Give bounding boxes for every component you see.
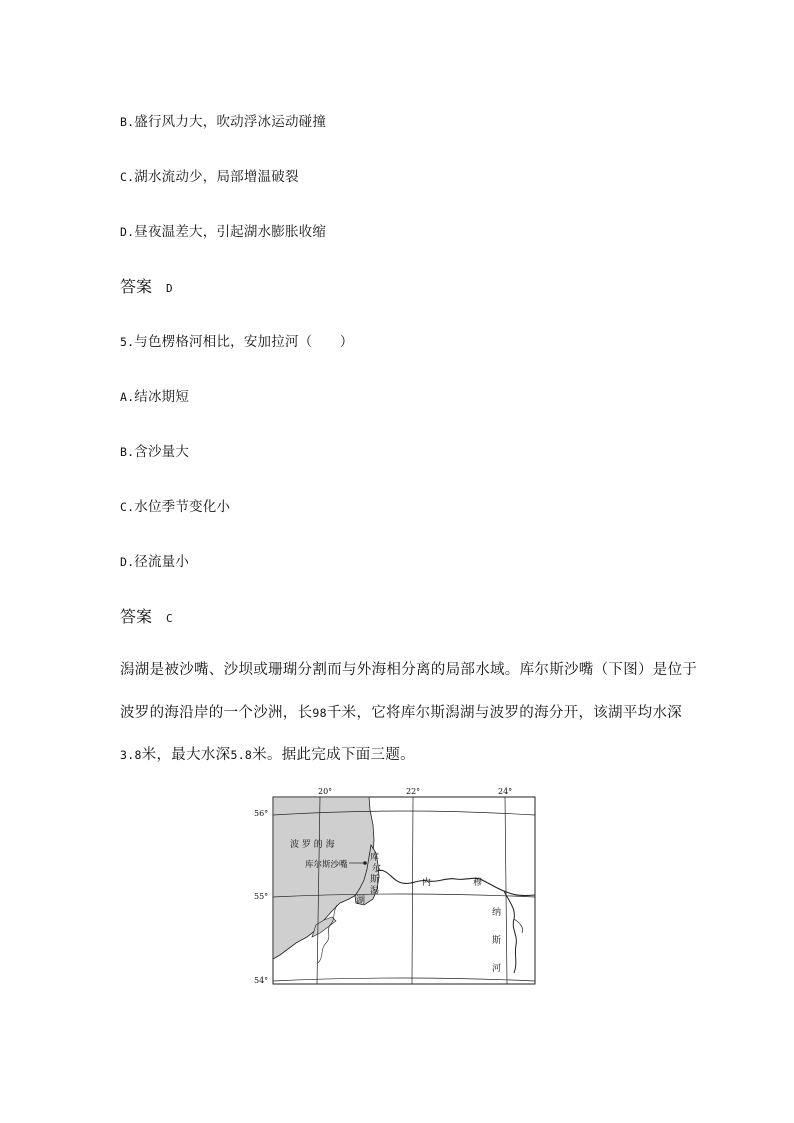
answer-label: 答案 [120, 607, 153, 626]
passage-text: 米。据此完成下面三题。 [252, 747, 415, 763]
river-label-4: 斯 [492, 936, 502, 946]
passage-text: 潟湖是被沙嘴、沙坝或珊瑚分割而与外海相分离的局部水域。库尔斯沙嘴（下图）是位于 [120, 662, 698, 678]
river-label-3: 纳 [492, 908, 502, 918]
q4-answer [120, 274, 173, 297]
lon-label-20: 20° [318, 787, 333, 796]
option-text: 水位季节变化小 [134, 499, 231, 515]
spit-pointer-dot [363, 861, 367, 865]
answer-value: C [166, 612, 173, 625]
option-letter: A. [120, 390, 135, 404]
question-number: 5. [120, 335, 135, 349]
lagoon-char-5: 湖 [356, 896, 366, 906]
q5-option-c [120, 495, 230, 515]
q5-option-d [120, 550, 189, 570]
lat-label-55: 55° [254, 892, 269, 901]
spit-length: 98 [312, 706, 327, 720]
answer-label: 答案 [120, 277, 153, 296]
river-label-5: 河 [492, 964, 502, 974]
q4-option-b [120, 110, 326, 130]
passage-line-2 [120, 701, 682, 722]
passage-text: 千米，它将库尔斯潟湖与波罗的海分开，该湖平均水深 [326, 705, 683, 721]
curonian-spit-map [252, 785, 542, 990]
option-letter: C. [120, 500, 135, 514]
lat-label-56: 56° [254, 809, 269, 818]
lagoon-char-1: 库 [370, 853, 380, 863]
lat-label-54: 54° [254, 976, 269, 985]
lon-label-24: 24° [498, 787, 513, 796]
answer-value: D [166, 282, 173, 295]
baltic-sea-label: 波 罗 的 海 [290, 840, 335, 850]
option-text: 含沙量大 [134, 444, 190, 460]
q5-answer [120, 604, 173, 627]
option-letter: B. [120, 445, 135, 459]
q4-option-d [120, 220, 326, 240]
lon-label-22: 22° [406, 787, 421, 796]
lagoon-char-3: 斯 [370, 875, 380, 885]
q5-option-b [120, 440, 189, 460]
lagoon-char-4: 潟 [370, 886, 380, 896]
option-letter: D. [120, 225, 135, 239]
option-letter: C. [120, 170, 135, 184]
passage-text: 米，最大水深 [141, 747, 231, 763]
option-letter: D. [120, 555, 135, 569]
question-text: 与色楞格河相比，安加拉河（ ） [134, 334, 354, 350]
lagoon-char-2: 尔 [372, 864, 382, 874]
option-letter: B. [120, 115, 135, 129]
option-text: 湖水流动少，局部增温破裂 [134, 169, 299, 185]
option-text: 盛行风力大，吹动浮冰运动碰撞 [134, 114, 327, 130]
question-5 [120, 330, 353, 350]
option-text: 昼夜温差大，引起湖水膨胀收缩 [134, 224, 327, 240]
passage-line-1 [120, 658, 697, 679]
q5-option-a [120, 385, 189, 405]
curonian-spit-label: 库尔斯沙嘴 [305, 860, 348, 870]
option-text: 结冰期短 [134, 389, 190, 405]
max-depth: 5.8 [230, 748, 253, 762]
river-label-1: 内 [422, 878, 432, 888]
passage-line-3 [120, 743, 415, 764]
average-depth: 3.8 [120, 748, 142, 762]
passage-text: 波罗的海沿岸的一个沙洲，长 [120, 705, 313, 721]
q4-option-c [120, 165, 299, 185]
option-text: 径流量小 [134, 554, 190, 570]
river-label-2: 穆 [473, 878, 483, 888]
